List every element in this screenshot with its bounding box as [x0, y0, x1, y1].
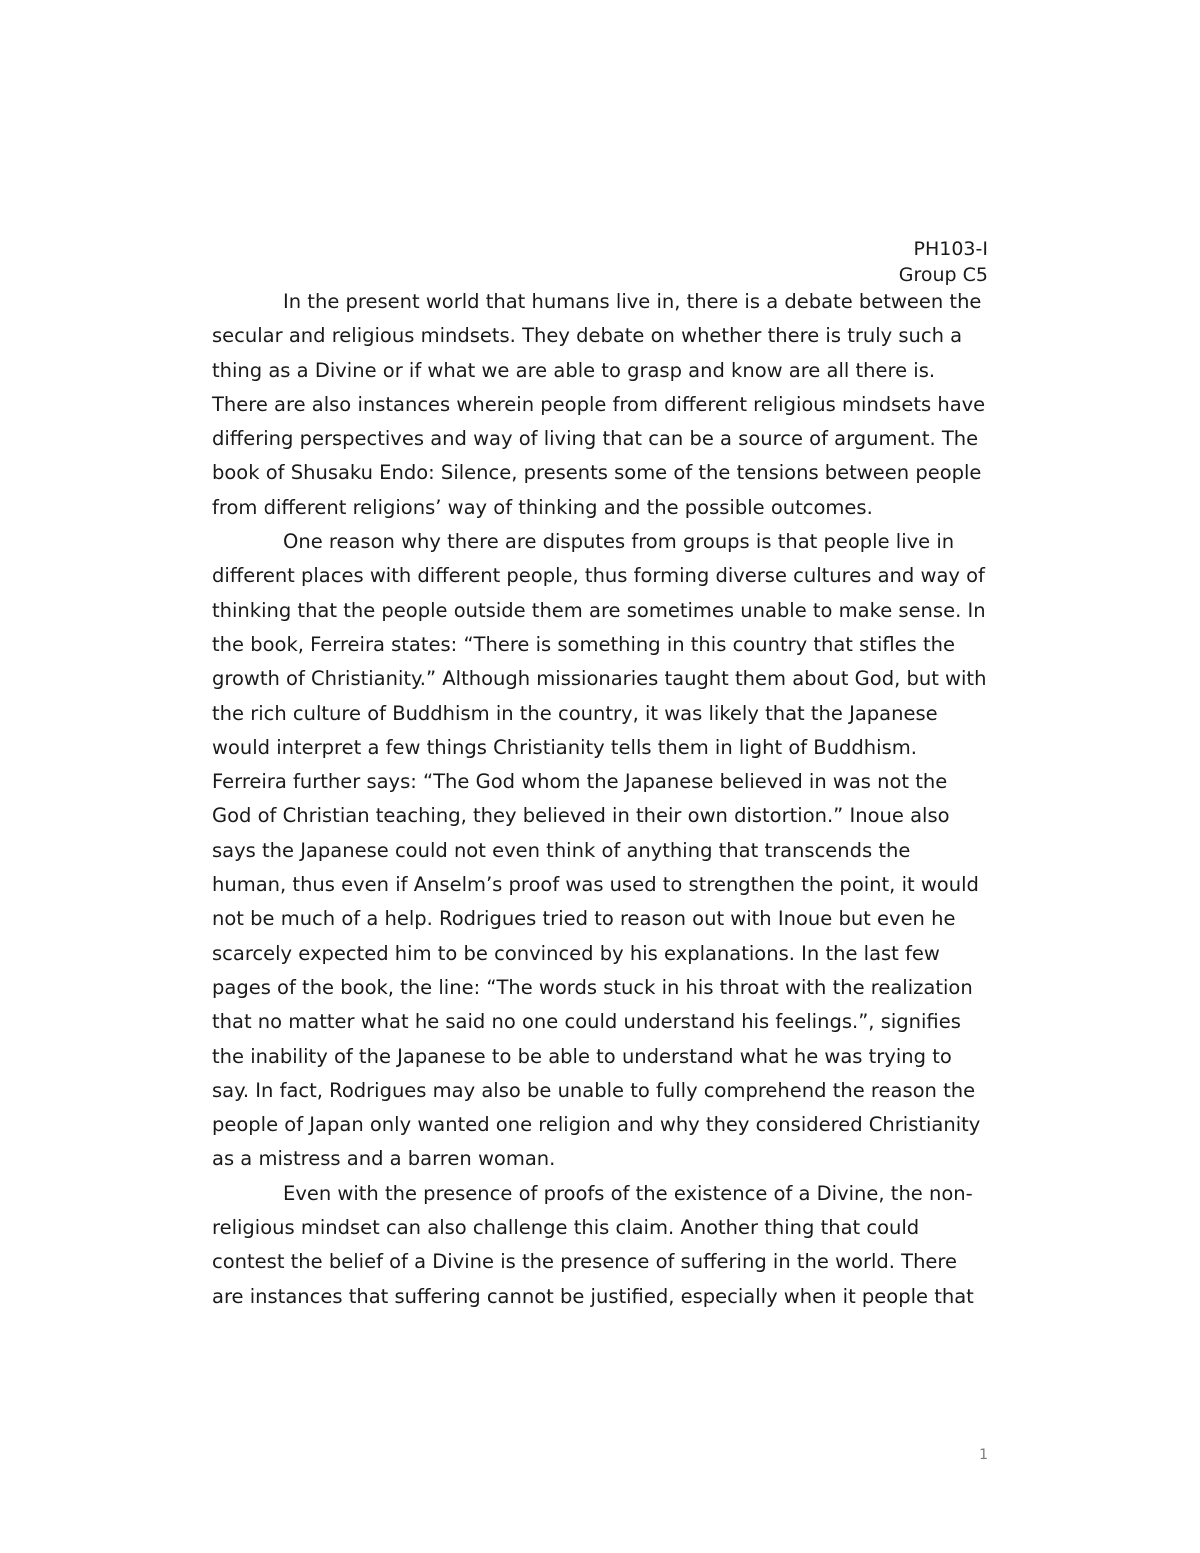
header-block: [899, 236, 988, 288]
essay-body: [212, 285, 990, 1314]
page-number: 1: [979, 1447, 988, 1463]
group-label: Group C5: [898, 264, 988, 286]
paragraph-2: One reason why there are disputes from groups is that people live in different places with different people, thus forming diverse cultures and way of thinking that the people outside them are sometimes unable to make sense. In the book, Ferreira states: “There is something in this country that stifles the growth of Christianity.” Although missionaries taught them about God, but with the rich culture of Buddhism in the country, it was likely that the Japanese would interpret a few things Christianity tells them in light of Buddhism. Ferreira further says: “The God whom the Japanese believed in was not the God of Christian teaching, they believed in their own distortion.” Inoue also says the Japanese could not even think of anything that transcends the human, thus even if Anselm’s proof was used to strengthen the point, it would not be much of a help. Rodrigues tried to reason out with Inoue but even he scarcely expected him to be convinced by his explanations. In the last few pages of the book, the line: “The words stuck in his throat with the realization that no matter what he said no one could understand his feelings.”, signifies the inability of the Japanese to be able to understand what he was trying to say. In fact, Rodrigues may also be unable to fully comprehend the reason the people of Japan only wanted one religion and why they considered Christianity as a mistress and a barren woman.: [212, 530, 987, 1171]
course-code: PH103-I: [913, 238, 988, 260]
paragraph-3: Even with the presence of proofs of the existence of a Divine, the non-religious mindset can also challenge this claim. Another thing that could contest the belief of a Divine is the presence of suffering in the world. There are instances that suffering cannot be justified, especially when it people that: [212, 1181, 974, 1308]
paragraph-1: In the present world that humans live in, there is a debate between the secular and religious mindsets. They debate on whether there is truly such a thing as a Divine or if what we are able to grasp and know are all there is. There are also instances wherein people from different religious mindsets have differing perspectives and way of living that can be a source of argument. The book of Shusaku Endo: Silence, presents some of the tensions between people from different religions’ way of thinking and the possible outcomes.: [212, 290, 986, 519]
